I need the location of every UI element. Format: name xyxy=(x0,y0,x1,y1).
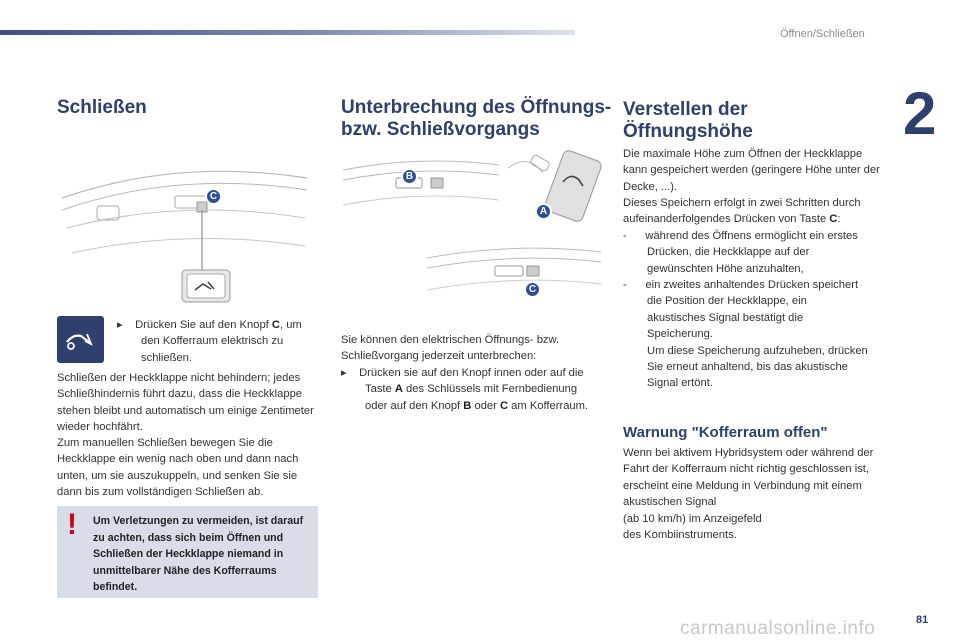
list-step-1: - während des Öffnens ermöglicht ein erstes Drücken, die Heckklappe auf der gewünschten Höhe anzuhalten, xyxy=(623,230,858,275)
paragraph-interrupt: Sie können den elektrischen Öffnungs- bzw. Schließvorgang jederzeit unterbrechen: xyxy=(341,334,560,363)
warning-text: Um Verletzungen zu vermeiden, ist darauf zu achten, dass sich beim Öffnen und Schließen der Heckklappe niemand in unmittelbarer Nähe des Kofferraums befindet. xyxy=(93,515,304,593)
tailgate-illustration-c xyxy=(57,158,315,306)
chapter-number: 2 xyxy=(903,80,937,147)
instruction-close: ▸ Drücken Sie auf den Knopf C, um den Kofferraum elektrisch zu schließen. xyxy=(117,319,302,364)
instruction-interrupt: ▸ Drücken sie auf den Knopf innen oder auf die Taste A des Schlüssels mit Fernbedienung oder auf den Knopf B oder C am Kofferraum. xyxy=(341,367,589,412)
arrow-bullet-icon: ▸ xyxy=(341,367,360,379)
paragraph-trunk-warning: Wenn bei aktivem Hybridsystem oder während der Fahrt der Kofferraum nicht richtig geschlossen ist, erscheint eine Meldung in Verbindung mit einem akustischen Signal (ab 10 km/h) im Anzeigefeld des Kombiinstruments. xyxy=(623,447,874,542)
list-step-2: - ein zweites anhaltendes Drücken speichert die Position der Heckklappe, ein akustisches Signal bestätigt die Speicherung. Um diese Speicherung aufzuheben, drücken Sie erneut anhaltend, bis das akustische Signal ertönt. xyxy=(623,279,868,390)
paragraph-two-steps: Dieses Speichern erfolgt in zwei Schritten durch aufeinanderfolgendes Drücken von Taste C: xyxy=(623,197,861,226)
tailgate-button-illustration xyxy=(425,240,603,318)
watermark: carmanualsonline.info xyxy=(680,618,876,639)
tailgate-close-icon xyxy=(57,316,104,363)
heading-schliessen: Schließen xyxy=(57,97,147,118)
page-number: 81 xyxy=(916,614,929,626)
callout-c2: C xyxy=(524,281,541,298)
paragraph-obstacle: Schließen der Heckklappe nicht behindern; jedes Schließhindernis führt dazu, dass die Heckklappe stehen bleibt und automatisch um einige Zentimeter wieder hochfährt. xyxy=(57,372,314,434)
interior-button-illustration xyxy=(341,150,501,230)
callout-c: C xyxy=(205,188,222,205)
paragraph-manual-close: Zum manuellen Schließen bewegen Sie die Heckklappe ein wenig nach oben und dann nach unten, um sie auszukuppeln, und senken Sie sie dann bis zum vollständigen Schließen ab. xyxy=(57,437,299,499)
heading-trunk-warning: Warnung "Kofferraum offen" xyxy=(623,424,828,441)
exclamation-icon: ! xyxy=(67,508,77,541)
callout-b: B xyxy=(401,168,418,185)
arrow-bullet-icon: ▸ xyxy=(117,319,136,331)
key-fob-illustration xyxy=(503,148,603,230)
callout-a: A xyxy=(535,203,552,220)
heading-interruption: Unterbrechung des Öffnungs- bzw. Schließvorgangs xyxy=(341,97,612,140)
section-title: Öffnen/Schließen xyxy=(780,28,865,40)
paragraph-max-height: Die maximale Höhe zum Öffnen der Heckklappe kann gespeichert werden (geringere Höhe unter der Decke, ...). xyxy=(623,148,880,193)
header-bar xyxy=(0,30,575,35)
heading-opening-height: Verstellen der Öffnungshöhe xyxy=(623,99,753,142)
